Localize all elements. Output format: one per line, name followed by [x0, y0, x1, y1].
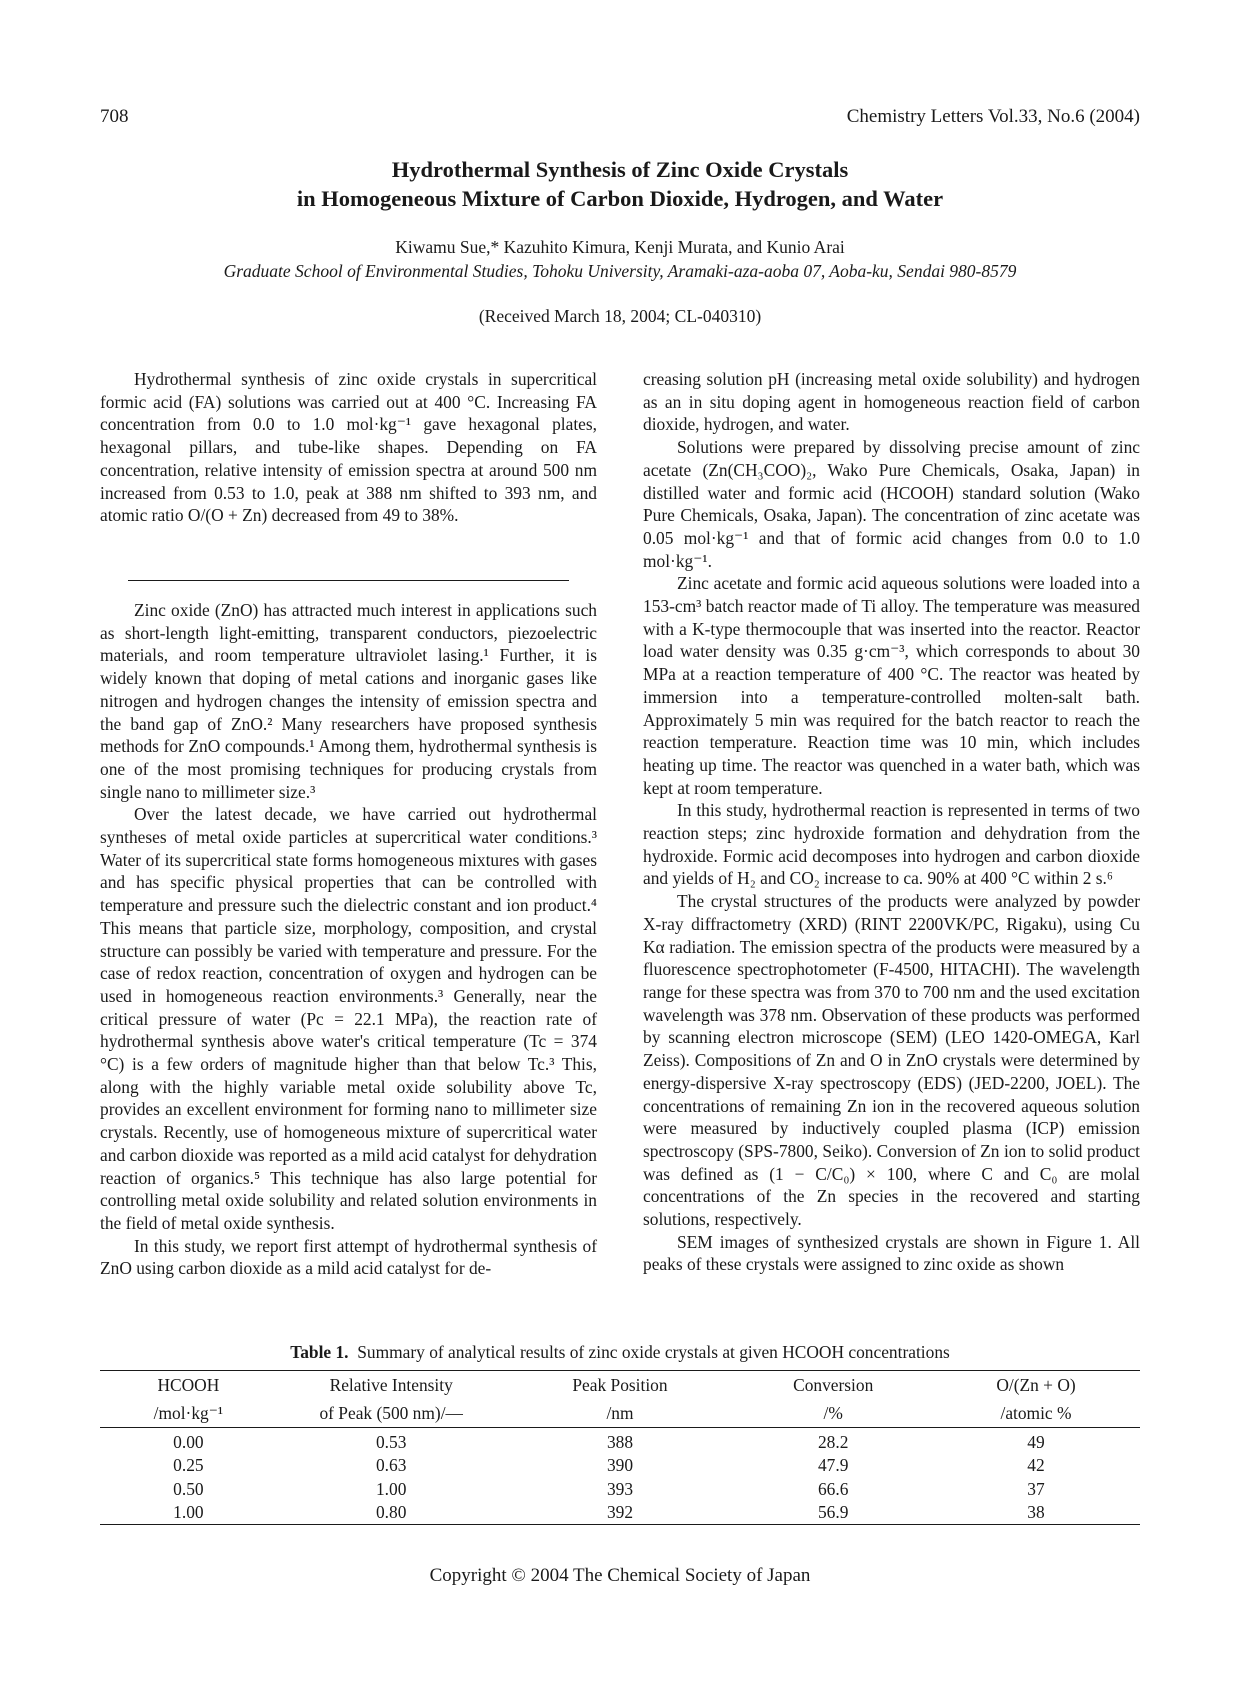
title-line-2: in Homogeneous Mixture of Carbon Dioxide, Hydrogen, and Water	[296, 186, 944, 211]
results-table	[100, 1370, 1140, 1525]
table-cell: 0.53	[375, 1431, 407, 1452]
table-cell: 1.00	[375, 1478, 407, 1499]
table-row	[100, 1454, 1140, 1478]
table-cell: 393	[606, 1478, 634, 1499]
body-paragraph: Zinc acetate and formic acid aqueous solutions were loaded into a 153-cm³ batch reactor made of Ti alloy. The temperature was measured with a K-type thermocouple that was inserted into the reactor. Reactor load water density was 0.35 g·cm⁻³, which corresponds to about 30 MPa at a reaction temperature of 400 °C. The reactor was heated by immersion into a temperature-controlled molten-salt bath. Approximately 5 min was required for the batch reactor to reach the reaction temperature. Reaction time was 10 min, which includes heating up time. The reactor was quenched in a water bath, which was kept at room temperature.	[643, 573, 1140, 798]
journal-citation: Chemistry Letters Vol.33, No.6 (2004)	[846, 106, 1140, 127]
abstract-divider	[128, 580, 569, 581]
abstract-text: Hydrothermal synthesis of zinc oxide crystals in supercritical formic acid (FA) solutions was carried out at 400 °C. Increasing FA concentration from 0.0 to 1.0 mol·kg⁻¹ gave hexagonal plates, hexagonal pillars, and tube-like shapes. Depending on FA concentration, relative intensity of emission spectra at around 500 nm increased from 0.53 to 1.0, peak at 388 nm shifted to 393 nm, and atomic ratio O/(O + Zn) decreased from 49 to 38%.	[100, 369, 597, 526]
affiliation: Graduate School of Environmental Studies, Tohoku University, Aramaki-aza-aoba 07, Aoba-ku, Sendai 980-8579	[223, 261, 1017, 281]
column-header: Relative Intensity	[277, 1371, 506, 1399]
body-paragraph: creasing solution pH (increasing metal oxide solubility) and hydrogen as an in situ doping agent in homogeneous reaction field of carbon dioxide, hydrogen, and water.	[643, 369, 1140, 435]
author-list: Kiwamu Sue,* Kazuhito Kimura, Kenji Murata, and Kunio Arai	[395, 237, 845, 257]
table-cell: 28.2	[817, 1431, 849, 1452]
table-cell: 56.9	[734, 1501, 932, 1525]
body-paragraph: Solutions were prepared by dissolving precise amount of zinc acetate (Zn(CH₃COO)₂, Wako Pure Chemicals, Osaka, Japan) in distilled water and formic acid (HCOOH) standard solution (Wako Pure Chemicals, Osaka, Japan). The concentration of zinc acetate was 0.05 mol·kg⁻¹ and that of formic acid changes from 0.0 to 1.0 mol·kg⁻¹.	[643, 437, 1140, 571]
column-header: Conversion	[734, 1371, 932, 1399]
table-label: Table 1.	[290, 1342, 349, 1362]
article-title	[100, 155, 1140, 213]
table-cell: 49	[1027, 1431, 1045, 1452]
column-unit: /nm	[506, 1399, 735, 1428]
abstract	[100, 368, 597, 527]
column-unit: of Peak (500 nm)/—	[277, 1399, 506, 1428]
table-row	[100, 1428, 1140, 1454]
table-cell: 0.00	[173, 1431, 204, 1452]
page-number: 708	[100, 106, 129, 127]
column-unit: /mol·kg⁻¹	[100, 1399, 277, 1428]
table-cell: 0.50	[173, 1478, 204, 1499]
table-cell: 47.9	[817, 1455, 849, 1476]
table-header-units-row	[100, 1399, 1140, 1428]
table-row	[100, 1501, 1140, 1525]
table-cell: 1.00	[100, 1501, 277, 1525]
body-paragraph: Zinc oxide (ZnO) has attracted much interest in applications such as short-length light-emitting, transparent conductors, piezoelectric materials, and room temperature ultraviolet lasing.¹ Further, it is widely known that doping of metal cations and inorganic gases like nitrogen and hydrogen changes the intensity of emission spectra and the band gap of ZnO.² Many researchers have proposed synthesis methods for ZnO compounds.¹ Among them, hydrothermal synthesis is one of the most promising techniques for producing crystals from single nano to millimeter size.³	[100, 600, 597, 802]
table-cell: 390	[606, 1455, 634, 1476]
body-paragraph: In this study, we report first attempt of hydrothermal synthesis of ZnO using carbon dioxide as a mild acid catalyst for de-	[100, 1235, 597, 1279]
body-paragraph: In this study, hydrothermal reaction is represented in terms of two reaction steps; zinc hydroxide formation and dehydration from the hydroxide. Formic acid decomposes into hydrogen and carbon dioxide and yields of H₂ and CO₂ increase to ca. 90% at 400 °C within 2 s.⁶	[643, 800, 1140, 889]
body-paragraph: The crystal structures of the products were analyzed by powder X-ray diffractometry (XRD) (RINT 2200VK/PC, Rigaku), using Cu Kα radiation. The emission spectra of the products were measured by a fluorescence spectrophotometer (F-4500, HITACHI). The wavelength range for these spectra was from 370 to 700 nm and the used excitation wavelength was 378 nm. Observation of these products was performed by scanning electron microscope (SEM) (LEO 1420-OMEGA, Karl Zeiss). Compositions of Zn and O in ZnO crystals were determined by energy-dispersive X-ray spectroscopy (EDS) (JED-2200, JOEL). The concentrations of remaining Zn ion in the recovered aqueous solution were measured by inductively coupled plasma (ICP) emission spectroscopy (SPS-7800, Seiko). Conversion of Zn ion to solid product was defined as (1 − C/C₀) × 100, where C and C₀ are molal concentrations of the Zn species in the recovered and starting solutions, respectively.	[643, 891, 1140, 1230]
column-header: O/(Zn + O)	[932, 1371, 1140, 1399]
column-unit: /atomic %	[932, 1399, 1140, 1428]
table-caption-text: Summary of analytical results of zinc oxide crystals at given HCOOH concentrations	[357, 1342, 950, 1362]
table-cell: 37	[1027, 1478, 1045, 1499]
table-cell: 388	[606, 1431, 634, 1452]
column-header: HCOOH	[100, 1371, 277, 1399]
table-header-row	[100, 1371, 1140, 1399]
body-column-left	[100, 599, 597, 1280]
table-cell: 42	[1027, 1455, 1045, 1476]
table-cell: 0.80	[277, 1501, 506, 1525]
table-cell: 0.25	[173, 1455, 204, 1476]
body-paragraph: Over the latest decade, we have carried out hydrothermal syntheses of metal oxide particles at supercritical water conditions.³ Water of its supercritical state forms homogeneous mixtures with gases and has specific physical properties that can be controlled with temperature and pressure such the dielectric constant and ion product.⁴ This means that particle size, morphology, composition, and crystal structure can possibly be varied with temperature and pressure. For the case of redox reaction, concentration of oxygen and hydrogen can be used in homogeneous reaction environments.³ Generally, near the critical pressure of water (Pc = 22.1 MPa), the reaction rate of hydrothermal synthesis above water's critical temperature (Tc = 374 °C) is a few orders of magnitude higher than that below Tc.³ This, along with the highly variable metal oxide solubility above Tc, provides an excellent environment for forming nano to millimeter size crystals. Recently, use of homogeneous mixture of supercritical water and carbon dioxide was reported as a mild acid catalyst for dehydration reaction of organics.⁵ This technique has also large potential for controlling metal oxide solubility and related solution environments in the field of metal oxide synthesis.	[100, 804, 597, 1233]
body-column-right	[643, 368, 1140, 1276]
table-cell: 392	[506, 1501, 735, 1525]
copyright-notice: Copyright © 2004 The Chemical Society of Japan	[429, 1565, 811, 1586]
table-caption	[100, 1342, 1140, 1363]
column-header: Peak Position	[506, 1371, 735, 1399]
running-head	[100, 106, 1140, 130]
table-cell: 66.6	[817, 1478, 849, 1499]
received-date: (Received March 18, 2004; CL-040310)	[478, 306, 762, 326]
table-cell: 0.63	[375, 1455, 407, 1476]
title-line-1: Hydrothermal Synthesis of Zinc Oxide Crystals	[391, 157, 849, 182]
table-row	[100, 1477, 1140, 1501]
column-unit: /%	[734, 1399, 932, 1428]
body-paragraph: SEM images of synthesized crystals are shown in Figure 1. All peaks of these crystals were assigned to zinc oxide as shown	[643, 1231, 1140, 1275]
table-cell: 38	[932, 1501, 1140, 1525]
